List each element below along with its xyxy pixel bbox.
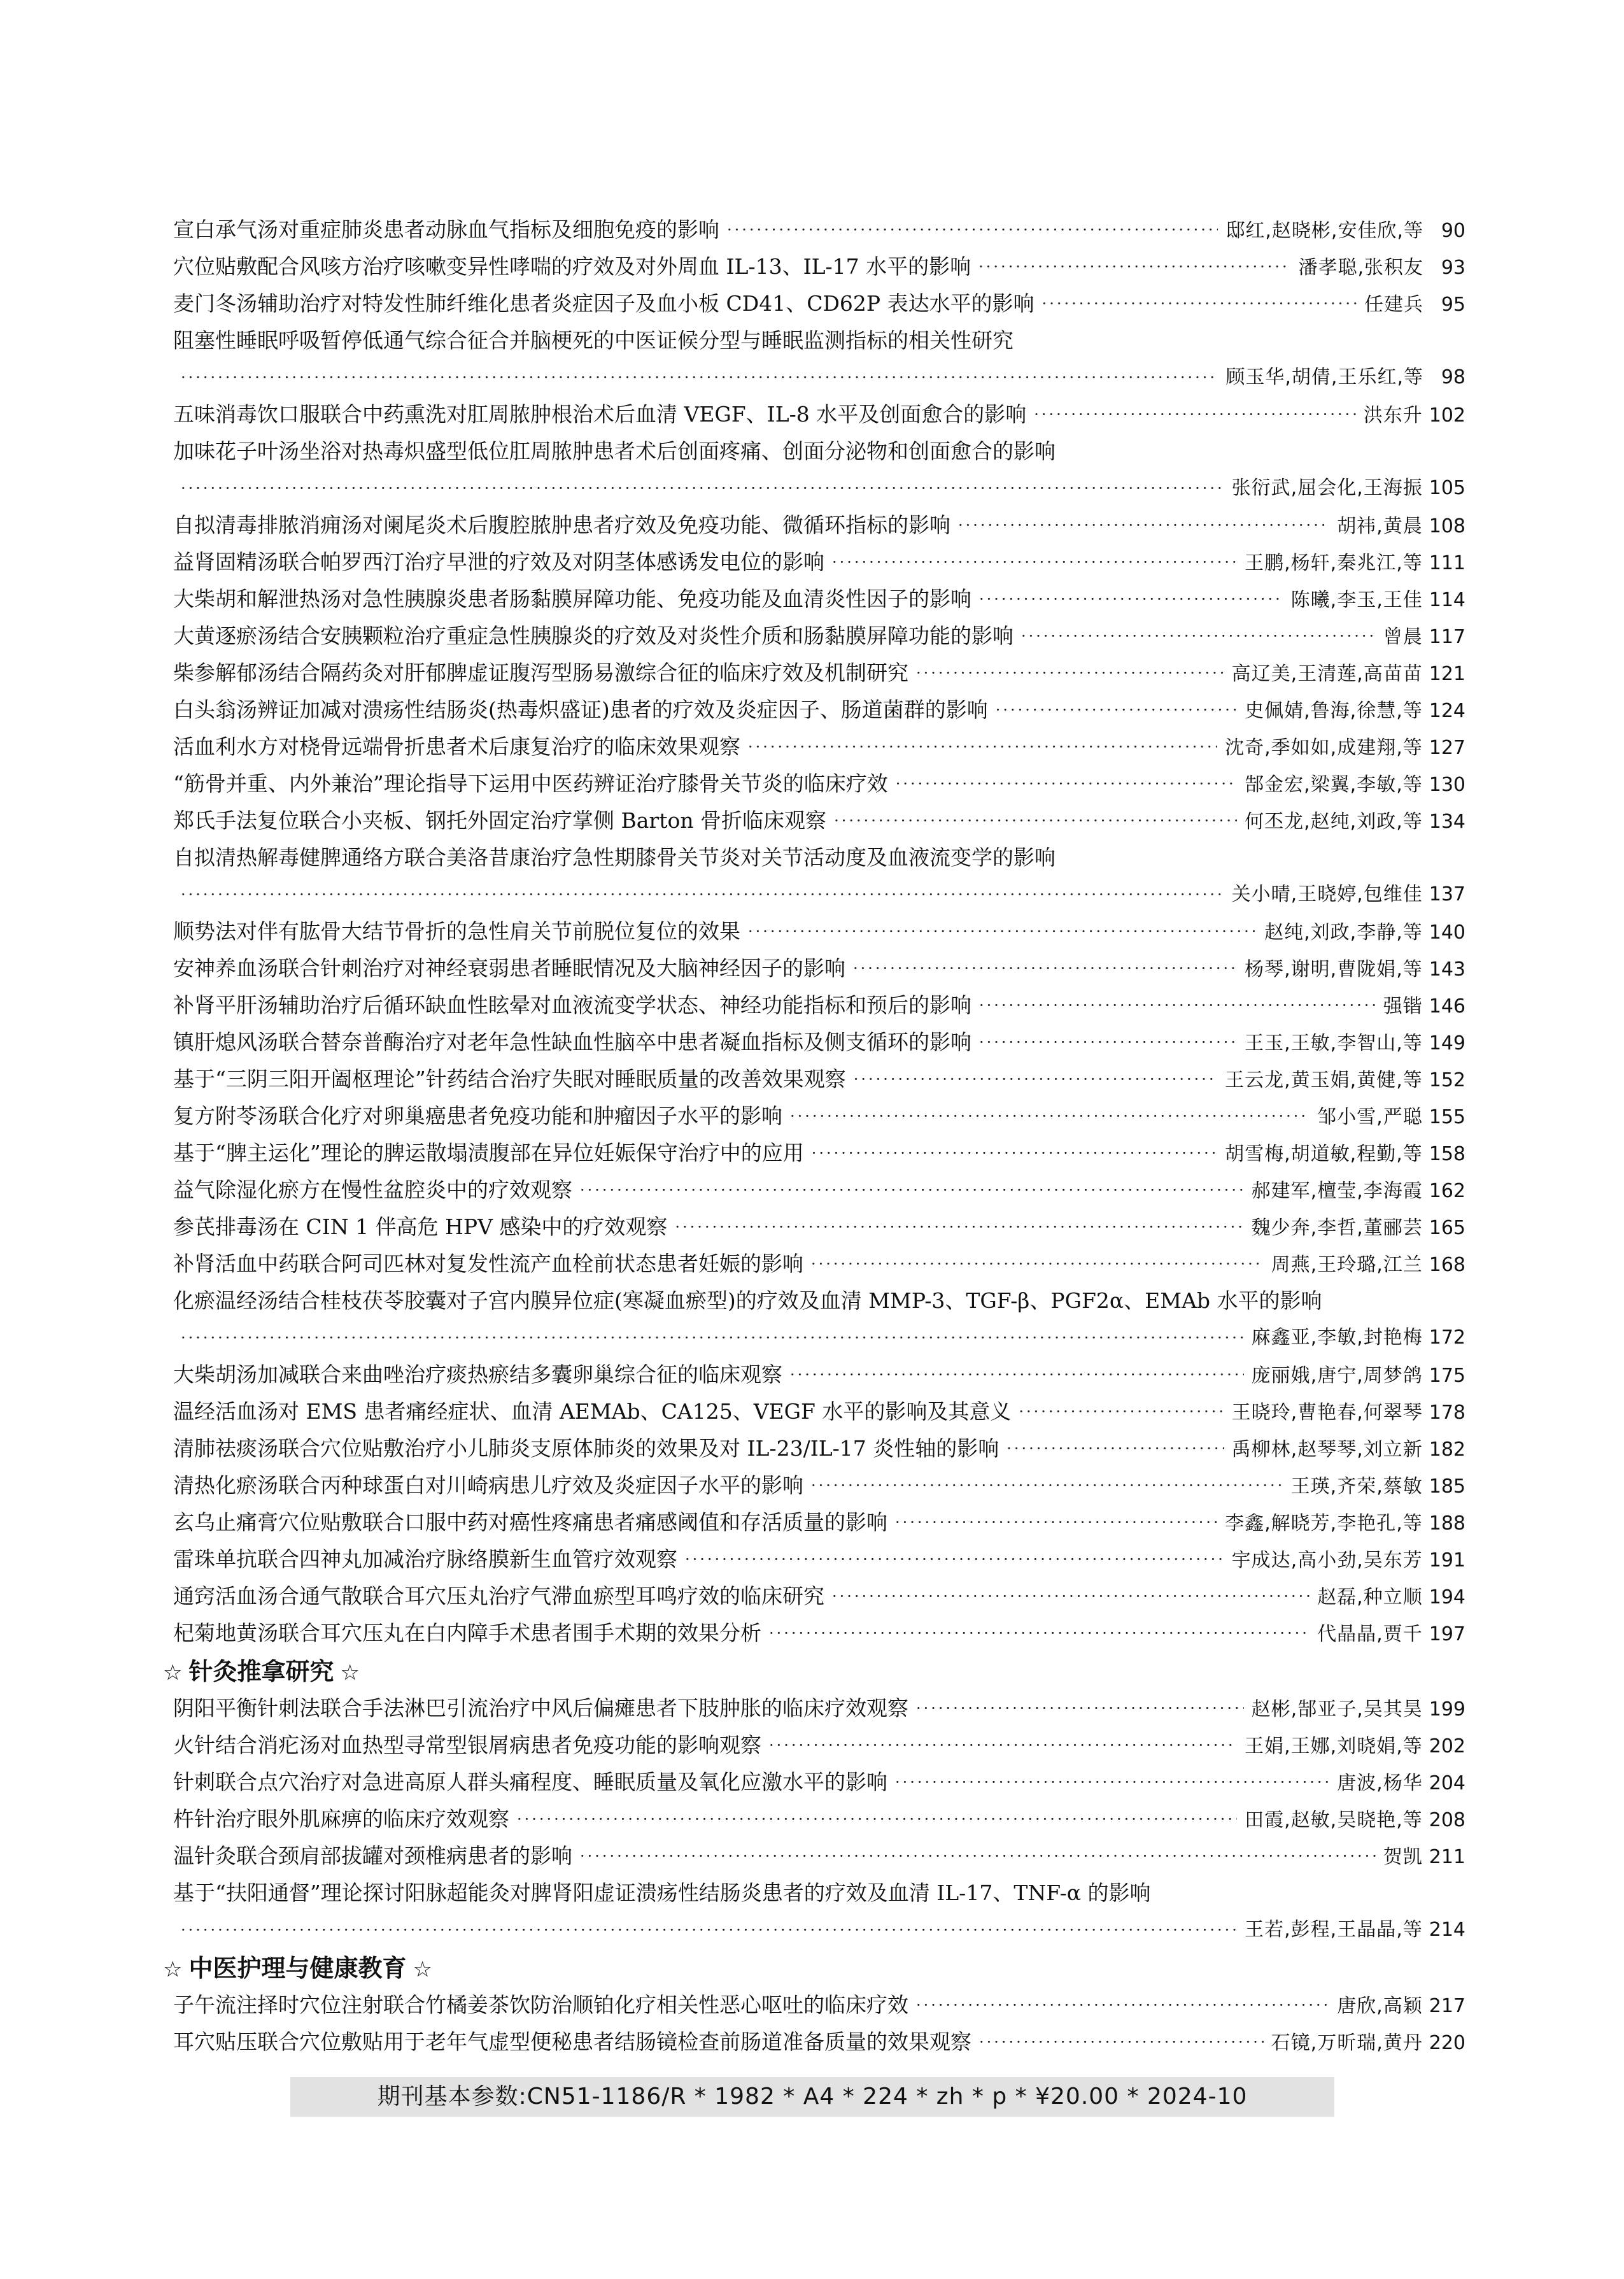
- article-title: 白头翁汤辨证加减对溃疡性结肠炎(热毒炽盛证)患者的疗效及炎症因子、肠道菌群的影响: [173, 697, 988, 722]
- toc-entry[interactable]: [173, 2028, 1465, 2056]
- section-title: 针灸推拿研究: [188, 1658, 334, 1686]
- leader-dots: [769, 1731, 1237, 1759]
- article-title: 子午流注择时穴位注射联合竹橘姜茶饮防治顺铂化疗相关性恶心呕吐的临床疗效: [173, 1992, 908, 2017]
- leader-dots: [979, 2028, 1264, 2056]
- article-authors: 曾晨: [1383, 626, 1423, 648]
- page-number: 214: [1429, 1919, 1465, 1941]
- article-authors: 邸红,赵晓彬,安佳欣,等: [1225, 220, 1423, 242]
- article-authors: 唐欣,高颖: [1337, 1995, 1423, 2017]
- leader-dots: [832, 548, 1237, 576]
- article-title: 复方附苓汤联合化疗对卵巢癌患者免疫功能和肿瘤因子水平的影响: [173, 1104, 782, 1128]
- article-title: 基于“三阴三阳开阖枢理论”针药结合治疗失眠对睡眠质量的改善效果观察: [173, 1067, 846, 1091]
- toc-entry[interactable]: [173, 1694, 1465, 1722]
- article-title: 安神养血汤联合针刺治疗对神经衰弱患者睡眠情况及大脑神经因子的影响: [173, 956, 845, 981]
- leader-dots: [790, 1361, 1244, 1389]
- article-title: 基于“扶阳通督”理论探讨阳脉超能灸对脾肾阳虚证溃疡性结肠炎患者的疗效及血清 IL-17、TNF-α 的影响: [173, 1880, 1151, 1905]
- article-title: 补肾平肝汤辅助治疗后循环缺血性眩晕对血液流变学状态、神经功能指标和预后的影响: [173, 993, 971, 1018]
- leader-dots: [853, 955, 1237, 983]
- toc-entry[interactable]: [173, 1619, 1465, 1647]
- article-title: 自拟清热解毒健脾通络方联合美洛昔康治疗急性期膝骨关节炎对关节活动度及血液流变学的影响: [173, 845, 1056, 870]
- leader-dots: [979, 1028, 1237, 1056]
- page-number: 202: [1429, 1735, 1465, 1757]
- page-number: 162: [1429, 1180, 1465, 1202]
- section-title: 中医护理与健康教育: [188, 1954, 407, 1982]
- article-authors: 禹柳林,赵琴琴,刘立新: [1231, 1438, 1423, 1461]
- leader-dots: [769, 1619, 1310, 1647]
- leader-dots: [748, 918, 1257, 946]
- page-number: 178: [1429, 1402, 1465, 1424]
- toc-entry[interactable]: [173, 401, 1465, 429]
- article-authors: 赵彬,郜亚子,吴其昊: [1251, 1698, 1423, 1721]
- toc-entry[interactable]: [173, 1139, 1465, 1167]
- toc-entry[interactable]: [173, 1435, 1465, 1463]
- toc-entry[interactable]: [173, 1879, 1465, 1944]
- article-title: 益气除湿化瘀方在慢性盆腔炎中的疗效观察: [173, 1177, 572, 1202]
- page-number: 165: [1429, 1217, 1465, 1239]
- toc-entry[interactable]: [173, 253, 1465, 281]
- leader-dots: [811, 1250, 1264, 1278]
- article-authors: 贺凯: [1383, 1846, 1423, 1868]
- page-number: 191: [1429, 1549, 1465, 1572]
- page-number: 204: [1429, 1772, 1465, 1794]
- toc-entry[interactable]: [173, 290, 1465, 318]
- article-authors: 周燕,王玲璐,江兰: [1271, 1254, 1423, 1276]
- leader-dots: [979, 991, 1376, 1019]
- article-authors: 麻鑫亚,李敏,封艳梅: [1251, 1326, 1423, 1349]
- page-number: 127: [1429, 737, 1465, 759]
- article-authors: 王娟,王娜,刘晓娟,等: [1245, 1735, 1423, 1757]
- leader-dots: [834, 807, 1237, 835]
- article-authors: 唐波,杨华: [1337, 1772, 1423, 1794]
- page-number: 146: [1429, 995, 1465, 1018]
- leader-dots: [1006, 1435, 1224, 1463]
- article-authors: 胡雪梅,胡道敏,程勤,等: [1225, 1143, 1423, 1165]
- page-number: 111: [1429, 552, 1465, 574]
- article-title: 阴阳平衡针刺法联合手法淋巴引流治疗中风后偏瘫患者下肢肿胀的临床疗效观察: [173, 1696, 908, 1721]
- article-authors: 邹小雪,严聪: [1317, 1106, 1423, 1128]
- article-title: 温针灸联合颈肩部拔罐对颈椎病患者的影响: [173, 1843, 572, 1868]
- leader-dots: [181, 474, 1224, 502]
- leader-dots: [748, 733, 1217, 761]
- toc-entry[interactable]: [173, 659, 1465, 687]
- article-title: 温经活血汤对 EMS 患者痛经症状、血清 AEMAb、CA125、VEGF 水平的影响及其意义: [173, 1399, 1012, 1424]
- article-authors: 赵磊,种立顺: [1317, 1586, 1423, 1608]
- leader-dots: [979, 585, 1283, 613]
- toc-entry[interactable]: [173, 1472, 1465, 1500]
- article-title: “筋骨并重、内外兼治”理论指导下运用中医药辨证治疗膝骨关节炎的临床疗效: [173, 771, 888, 796]
- leader-dots: [811, 1472, 1283, 1500]
- article-authors: 王若,彭程,王晶晶,等: [1245, 1919, 1423, 1941]
- leader-dots: [1042, 290, 1357, 318]
- toc-entry[interactable]: [173, 327, 1465, 392]
- article-authors: 张衍武,屈会化,王海振: [1231, 477, 1423, 499]
- article-authors: 田霞,赵敏,吴晓艳,等: [1245, 1809, 1423, 1831]
- page-number: 95: [1441, 294, 1465, 316]
- leader-dots: [790, 1102, 1310, 1130]
- toc-entry[interactable]: [173, 918, 1465, 946]
- article-authors: 王晓玲,曹艳春,何翠琴: [1231, 1402, 1423, 1424]
- page-number: 105: [1429, 477, 1465, 499]
- toc-entry[interactable]: [173, 1176, 1465, 1204]
- page-number: 134: [1429, 811, 1465, 833]
- star-icon: ☆: [340, 1660, 360, 1686]
- toc-entry[interactable]: [173, 1287, 1465, 1352]
- section-heading: [157, 1953, 439, 1985]
- article-title: 玄乌止痛膏穴位贴敷联合口服中药对癌性疼痛患者痛感阈值和存活质量的影响: [173, 1510, 887, 1535]
- page-number: 217: [1429, 1995, 1465, 2017]
- section-heading: [157, 1656, 366, 1688]
- page-number: 93: [1441, 257, 1465, 279]
- article-authors: 杨琴,谢明,曹陇娟,等: [1245, 958, 1423, 981]
- toc-entry[interactable]: [173, 696, 1465, 724]
- article-title: 柴参解郁汤结合隔药灸对肝郁脾虚证腹泻型肠易激综合征的临床疗效及机制研究: [173, 660, 908, 685]
- star-icon: ☆: [163, 1957, 183, 1982]
- article-authors: 关小晴,王晓婷,包维佳: [1231, 883, 1423, 905]
- leader-dots: [896, 770, 1237, 798]
- toc-entry[interactable]: [173, 1805, 1465, 1833]
- leader-dots: [727, 216, 1218, 244]
- article-authors: 王瑛,齐荣,蔡敏: [1290, 1475, 1423, 1498]
- article-title: 杵针治疗眼外肌麻痹的临床疗效观察: [173, 1807, 509, 1831]
- leader-dots: [181, 1324, 1244, 1352]
- leader-dots: [958, 511, 1329, 539]
- article-title: 耳穴贴压联合穴位敷贴用于老年气虚型便秘患者结肠镜检查前肠道准备质量的效果观察: [173, 2029, 971, 2054]
- toc-entry[interactable]: [173, 1768, 1465, 1796]
- page-number: 168: [1429, 1254, 1465, 1276]
- page-number: 98: [1441, 366, 1465, 388]
- article-title: 阻塞性睡眠呼吸暂停低通气综合征合并脑梗死的中医证候分型与睡眠监测指标的相关性研究: [173, 328, 1013, 353]
- toc-entry[interactable]: [173, 955, 1465, 983]
- page-number: 188: [1429, 1512, 1465, 1535]
- toc-entry[interactable]: [173, 1213, 1465, 1241]
- toc-entry[interactable]: [173, 844, 1465, 909]
- page-number: 158: [1429, 1143, 1465, 1165]
- article-authors: 顾玉华,胡倩,王乐红,等: [1225, 366, 1423, 388]
- article-title: 火针结合消疕汤对血热型寻常型银屑病患者免疫功能的影响观察: [173, 1733, 761, 1757]
- toc-entry[interactable]: [173, 548, 1465, 576]
- toc-entry[interactable]: [173, 1361, 1465, 1389]
- article-authors: 高辽美,王清莲,高苗苗: [1231, 663, 1423, 685]
- article-authors: 石镜,万昕瑞,黄丹: [1271, 2032, 1423, 2054]
- article-title: 活血利水方对桡骨远端骨折患者术后康复治疗的临床效果观察: [173, 734, 740, 759]
- page-number: 152: [1429, 1069, 1465, 1091]
- article-authors: 王鹏,杨轩,秦兆江,等: [1245, 552, 1423, 574]
- leader-dots: [580, 1176, 1244, 1204]
- article-authors: 任建兵: [1364, 294, 1423, 316]
- article-title: 参芪排毒汤在 CIN 1 伴高危 HPV 感染中的疗效观察: [173, 1214, 668, 1239]
- toc-entry[interactable]: [173, 733, 1465, 761]
- page-number: 182: [1429, 1438, 1465, 1461]
- article-title: 顺势法对伴有肱骨大结节骨折的急性肩关节前脱位复位的效果: [173, 919, 740, 944]
- page-number: 124: [1429, 700, 1465, 722]
- leader-dots: [181, 364, 1218, 392]
- leader-dots: [517, 1805, 1237, 1833]
- page-number: 172: [1429, 1326, 1465, 1349]
- article-authors: 王云龙,黄玉娟,黄健,等: [1225, 1069, 1423, 1091]
- page-number: 102: [1429, 404, 1465, 427]
- article-title: 大柴胡汤加减联合来曲唑治疗痰热瘀结多囊卵巢综合征的临床观察: [173, 1362, 782, 1387]
- leader-dots: [832, 1582, 1310, 1610]
- article-title: 宣白承气汤对重症肺炎患者动脉血气指标及细胞免疫的影响: [173, 217, 719, 242]
- leader-dots: [1034, 401, 1355, 429]
- toc-entry[interactable]: [173, 216, 1465, 244]
- article-authors: 宇成达,高小劲,吴东芳: [1231, 1549, 1423, 1572]
- leader-dots: [1019, 1398, 1224, 1426]
- leader-dots: [1021, 622, 1376, 650]
- article-authors: 何丕龙,赵纯,刘政,等: [1245, 811, 1423, 833]
- leader-dots: [685, 1545, 1224, 1573]
- leader-dots: [895, 1509, 1217, 1537]
- leader-dots: [181, 1916, 1237, 1944]
- toc-entry[interactable]: [173, 1065, 1465, 1093]
- article-title: 郑氏手法复位联合小夹板、钢托外固定治疗掌侧 Barton 骨折临床观察: [173, 808, 827, 833]
- leader-dots: [895, 1768, 1329, 1796]
- leader-dots: [916, 659, 1224, 687]
- page-number: 194: [1429, 1586, 1465, 1608]
- article-title: 基于“脾主运化”理论的脾运散塌渍腹部在异位妊娠保守治疗中的应用: [173, 1140, 804, 1165]
- leader-dots: [181, 881, 1224, 909]
- article-title: 益肾固精汤联合帕罗西汀治疗早泄的疗效及对阴茎体感诱发电位的影响: [173, 550, 824, 574]
- article-title: 针刺联合点穴治疗对急进高原人群头痛程度、睡眠质量及氧化应激水平的影响: [173, 1770, 887, 1794]
- toc-entry[interactable]: [173, 770, 1465, 798]
- article-title: 穴位贴敷配合风咳方治疗咳嗽变异性哮喘的疗效及对外周血 IL-13、IL-17 水平的影响: [173, 254, 971, 279]
- toc-entry[interactable]: [173, 437, 1465, 502]
- toc-entry[interactable]: [173, 1102, 1465, 1130]
- article-title: 镇肝熄风汤联合替奈普酶治疗对老年急性缺血性脑卒中患者凝血指标及侧支循环的影响: [173, 1030, 971, 1054]
- article-title: 杞菊地黄汤联合耳穴压丸在白内障手术患者围手术期的效果分析: [173, 1621, 761, 1645]
- article-authors: 强锴: [1383, 995, 1423, 1018]
- toc-entry[interactable]: [173, 1250, 1465, 1278]
- article-authors: 沈奇,季如如,成建翔,等: [1225, 737, 1423, 759]
- leader-dots: [580, 1842, 1376, 1870]
- article-authors: 洪东升: [1363, 404, 1423, 427]
- toc-entry[interactable]: [173, 1842, 1465, 1870]
- page-number: 155: [1429, 1106, 1465, 1128]
- article-title: 补肾活血中药联合阿司匹林对复发性流产血栓前状态患者妊娠的影响: [173, 1251, 803, 1276]
- article-title: 清热化瘀汤联合丙种球蛋白对川崎病患儿疗效及炎症因子水平的影响: [173, 1473, 803, 1498]
- toc-entry[interactable]: [173, 1582, 1465, 1610]
- page-number: 130: [1429, 774, 1465, 796]
- toc-entry[interactable]: [173, 1991, 1465, 2019]
- page-number: 140: [1429, 921, 1465, 944]
- article-authors: 陈曦,李玉,王佳: [1290, 589, 1423, 611]
- article-title: 五味消毒饮口服联合中药熏洗对肛周脓肿根治术后血清 VEGF、IL-8 水平及创面愈合的影响: [173, 402, 1027, 427]
- article-authors: 郝建军,檀莹,李海霞: [1251, 1180, 1423, 1202]
- page-number: 137: [1429, 883, 1465, 905]
- page-number: 149: [1429, 1032, 1465, 1054]
- page-number: 108: [1429, 515, 1465, 537]
- article-title: 清肺祛痰汤联合穴位贴敷治疗小儿肺炎支原体肺炎的效果及对 IL-23/IL-17 炎性轴的影响: [173, 1436, 999, 1461]
- article-authors: 赵纯,刘政,李静,等: [1264, 921, 1423, 944]
- article-title: 雷珠单抗联合四神丸加减治疗脉络膜新生血管疗效观察: [173, 1547, 677, 1572]
- star-icon: ☆: [163, 1660, 183, 1686]
- toc-entry[interactable]: [173, 1731, 1465, 1759]
- article-authors: 潘孝聪,张积友: [1298, 257, 1423, 279]
- toc-entry[interactable]: [173, 622, 1465, 650]
- article-title: 通窍活血汤合通气散联合耳穴压丸治疗气滞血瘀型耳鸣疗效的临床研究: [173, 1584, 824, 1608]
- page-number: 220: [1429, 2032, 1465, 2054]
- article-authors: 郜金宏,梁翼,李敏,等: [1245, 774, 1423, 796]
- article-authors: 代晶晶,贾千: [1317, 1623, 1423, 1645]
- page-number: 121: [1429, 663, 1465, 685]
- article-authors: 史佩婧,鲁海,徐慧,等: [1245, 700, 1423, 722]
- article-title: 加味花子叶汤坐浴对热毒炽盛型低位肛周脓肿患者术后创面疼痛、创面分泌物和创面愈合的影响: [173, 439, 1056, 464]
- article-title: 麦门冬汤辅助治疗对特发性肺纤维化患者炎症因子及血小板 CD41、CD62P 表达水平的影响: [173, 291, 1034, 316]
- article-authors: 王玉,王敏,李智山,等: [1245, 1032, 1423, 1054]
- toc-entry[interactable]: [173, 1398, 1465, 1426]
- journal-parameters-footer: 期刊基本参数:CN51-1186/R * 1982 * A4 * 224 * zh * p * ¥20.00 * 2024-10: [290, 2077, 1334, 2117]
- page-number: 143: [1429, 958, 1465, 981]
- toc-entry[interactable]: [173, 1028, 1465, 1056]
- article-title: 自拟清毒排脓消痈汤对阑尾炎术后腹腔脓肿患者疗效及免疫功能、微循环指标的影响: [173, 513, 950, 537]
- leader-dots: [916, 1694, 1244, 1722]
- leader-dots: [675, 1213, 1243, 1241]
- article-authors: 魏少奔,李哲,董郦芸: [1251, 1217, 1423, 1239]
- article-title: 化瘀温经汤结合桂枝茯苓胶囊对子宫内膜异位症(寒凝血瘀型)的疗效及血清 MMP-3、TGF-β、PGF2α、EMAb 水平的影响: [173, 1288, 1322, 1313]
- article-authors: 李鑫,解晓芳,李艳孔,等: [1225, 1512, 1423, 1535]
- leader-dots: [996, 696, 1237, 724]
- leader-dots: [916, 1991, 1329, 2019]
- article-authors: 庞丽娥,唐宁,周梦鸽: [1251, 1365, 1423, 1387]
- page-number: 185: [1429, 1475, 1465, 1498]
- leader-dots: [854, 1065, 1217, 1093]
- article-authors: 胡祎,黄晨: [1337, 515, 1423, 537]
- page-number: 175: [1429, 1365, 1465, 1387]
- page-number: 208: [1429, 1809, 1465, 1831]
- leader-dots: [812, 1139, 1217, 1167]
- star-icon: ☆: [413, 1957, 432, 1982]
- toc-entry[interactable]: [173, 807, 1465, 835]
- toc-entry[interactable]: [173, 585, 1465, 613]
- article-title: 大黄逐瘀汤结合安胰颗粒治疗重症急性胰腺炎的疗效及对炎性介质和肠黏膜屏障功能的影响: [173, 623, 1013, 648]
- page-number: 211: [1429, 1846, 1465, 1868]
- toc-entry[interactable]: [173, 1545, 1465, 1573]
- page-number: 90: [1441, 220, 1465, 242]
- page-number: 114: [1429, 589, 1465, 611]
- toc-entry[interactable]: [173, 511, 1465, 539]
- toc-entry[interactable]: [173, 1509, 1465, 1537]
- toc-entry[interactable]: [173, 991, 1465, 1019]
- page-number: 117: [1429, 626, 1465, 648]
- page-number: 199: [1429, 1698, 1465, 1721]
- leader-dots: [978, 253, 1290, 281]
- article-title: 大柴胡和解泄热汤对急性胰腺炎患者肠黏膜屏障功能、免疫功能及血清炎性因子的影响: [173, 586, 971, 611]
- page-number: 197: [1429, 1623, 1465, 1645]
